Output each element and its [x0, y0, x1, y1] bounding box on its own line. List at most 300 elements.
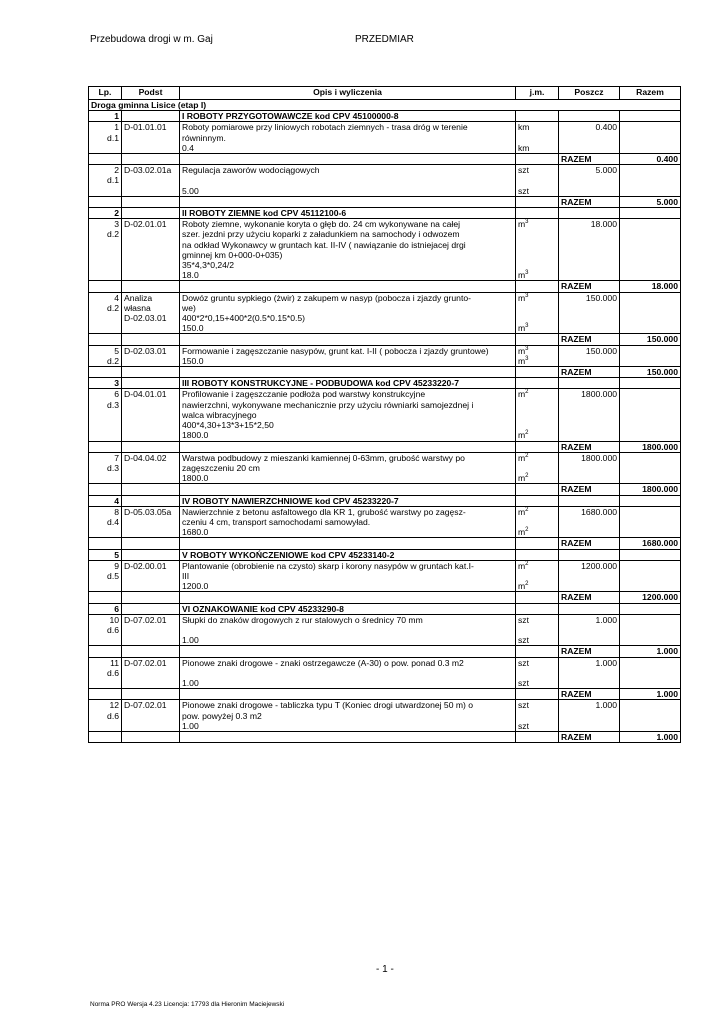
item-razem-empty — [620, 452, 681, 484]
unit: $m^3$ — [518, 219, 529, 230]
section-jm-empty — [516, 111, 559, 122]
item-lp-number: 4 — [114, 292, 119, 303]
razem-empty-cell — [122, 281, 180, 292]
razem-empty-cell — [516, 731, 559, 742]
razem-row — [89, 689, 681, 700]
calculation-line: 1680.0 — [182, 527, 209, 538]
razem-value: 5.000 — [620, 196, 681, 207]
item-podst-code: D-01.01.01 — [124, 122, 167, 133]
section-razem-empty — [620, 603, 681, 614]
table-body — [89, 100, 681, 743]
razem-label: RAZEM — [559, 592, 620, 603]
razem-label: RAZEM — [559, 367, 620, 378]
calculation-line: 150.0 — [182, 323, 204, 334]
item-row — [89, 389, 681, 441]
item-razem-empty — [620, 292, 681, 334]
section-jm-empty — [516, 603, 559, 614]
item-row — [89, 345, 681, 366]
calculation-line: 1800.0 — [182, 430, 209, 441]
calculation-line: 35*4,3*0,24/2 — [182, 260, 235, 271]
unit: $m^3$ — [518, 355, 529, 366]
item-unit — [516, 614, 559, 646]
item-row — [89, 506, 681, 538]
item-lp-ref: d.6 — [107, 710, 119, 721]
razem-label: RAZEM — [559, 646, 620, 657]
description-line — [182, 175, 513, 185]
item-row — [89, 560, 681, 592]
description-line: Profilowanie i zagęszczanie podłoża pod warstwy konstrukcyjne — [182, 389, 426, 400]
item-unit — [516, 389, 559, 441]
razem-row — [89, 334, 681, 345]
razem-value: 1.000 — [620, 689, 681, 700]
razem-empty-cell — [89, 592, 122, 603]
calculation-line: 5.00 — [182, 185, 199, 196]
item-description — [180, 165, 516, 197]
section-poszcz-empty — [559, 111, 620, 122]
description-line: gminnej km 0+000-0+035) — [182, 249, 283, 260]
item-unit — [516, 165, 559, 197]
item-podst — [122, 452, 180, 484]
unit: szt — [518, 677, 529, 688]
section-podst-empty — [122, 208, 180, 219]
section-podst-empty — [122, 111, 180, 122]
section-row — [89, 111, 681, 122]
razem-empty-cell — [516, 646, 559, 657]
section-title: II ROBOTY ZIEMNE kod CPV 45112100-6 — [180, 208, 516, 219]
section-podst-empty — [122, 495, 180, 506]
item-lp-number: 10 — [109, 614, 119, 625]
item-razem-empty — [620, 657, 681, 689]
razem-label: RAZEM — [559, 154, 620, 165]
section-number: 3 — [89, 378, 122, 389]
section-razem-empty — [620, 549, 681, 560]
section-podst-empty — [122, 603, 180, 614]
item-unit — [516, 506, 559, 538]
item-lp-ref: d.6 — [107, 667, 119, 678]
description-line: pow. powyżej 0.3 m2 — [182, 710, 262, 721]
section-poszcz-empty — [559, 208, 620, 219]
razem-value: 0.400 — [620, 154, 681, 165]
section-jm-empty — [516, 549, 559, 560]
razem-value: 1680.000 — [620, 538, 681, 549]
calculation-line: 1.00 — [182, 720, 199, 731]
razem-empty-cell — [516, 441, 559, 452]
razem-empty-cell — [122, 367, 180, 378]
unit: $m^2$ — [518, 452, 529, 463]
razem-empty-cell — [89, 646, 122, 657]
document-project-title: Przebudowa drogi w m. Gaj — [90, 34, 213, 45]
column-header-lp: Lp. — [89, 87, 122, 100]
item-razem-empty — [620, 560, 681, 592]
item-row — [89, 165, 681, 197]
description-line: Plantowanie (obrobienie na czysto) skarp i korony nasypów w gruntach kat.I- — [182, 560, 474, 571]
razem-empty-cell — [516, 334, 559, 345]
item-razem-empty — [620, 345, 681, 366]
item-razem-empty — [620, 700, 681, 732]
section-podst-empty — [122, 378, 180, 389]
razem-row — [89, 281, 681, 292]
razem-empty-cell — [89, 441, 122, 452]
razem-empty-cell — [516, 538, 559, 549]
razem-empty-cell — [122, 646, 180, 657]
razem-empty-cell — [180, 367, 516, 378]
item-row — [89, 657, 681, 689]
unit: $m^2$ — [518, 527, 529, 538]
razem-empty-cell — [516, 592, 559, 603]
item-lp — [89, 165, 122, 197]
razem-label: RAZEM — [559, 731, 620, 742]
description-line: III — [182, 570, 190, 581]
razem-empty-cell — [89, 484, 122, 495]
calculation-line: 0.4 — [182, 142, 194, 153]
section-razem-empty — [620, 495, 681, 506]
razem-empty-cell — [516, 367, 559, 378]
razem-empty-cell — [516, 281, 559, 292]
razem-empty-cell — [180, 731, 516, 742]
group-title-row — [89, 100, 681, 111]
item-unit — [516, 292, 559, 334]
item-unit — [516, 560, 559, 592]
calculation-line: 400*4,30+13*3+15*2,50 — [182, 420, 274, 431]
item-lp-number: 1 — [114, 122, 119, 133]
razem-empty-cell — [122, 731, 180, 742]
item-podst-code: D-07.02.01 — [124, 657, 167, 668]
description-line: Pionowe znaki drogowe - znaki ostrzegawcze (A-30) o pow. ponad 0.3 m2 — [182, 657, 464, 668]
razem-value: 1.000 — [620, 646, 681, 657]
description-line: we) — [182, 302, 196, 313]
item-row — [89, 700, 681, 732]
section-jm-empty — [516, 495, 559, 506]
item-description — [180, 506, 516, 538]
unit: szt — [518, 700, 529, 711]
item-lp-number: 5 — [114, 345, 119, 356]
item-razem-empty — [620, 506, 681, 538]
table-header-row — [89, 87, 681, 100]
item-lp — [89, 657, 122, 689]
section-number: 2 — [89, 208, 122, 219]
section-poszcz-empty — [559, 378, 620, 389]
item-description — [180, 292, 516, 334]
item-podst-code: D-02.00.01 — [124, 560, 167, 571]
description-line: nawierzchni, wykonywane mechanicznie przy użyciu równiarki samojezdnej i — [182, 399, 474, 410]
razem-empty-cell — [89, 281, 122, 292]
item-description — [180, 700, 516, 732]
unit: $m^2$ — [518, 506, 529, 517]
item-lp-number: 11 — [110, 657, 119, 668]
description-line: równinnym. — [182, 132, 226, 143]
section-row — [89, 208, 681, 219]
section-number: 4 — [89, 495, 122, 506]
unit: $m^3$ — [518, 270, 529, 281]
razem-empty-cell — [122, 154, 180, 165]
calculation-line: 1800.0 — [182, 473, 209, 484]
razem-empty-cell — [180, 484, 516, 495]
section-jm-empty — [516, 208, 559, 219]
item-lp-ref: d.3 — [107, 399, 119, 410]
razem-value: 1200.000 — [620, 592, 681, 603]
razem-empty-cell — [122, 441, 180, 452]
item-description — [180, 560, 516, 592]
razem-row — [89, 646, 681, 657]
razem-value: 1.000 — [620, 731, 681, 742]
razem-empty-cell — [89, 196, 122, 207]
section-row — [89, 378, 681, 389]
unit: szt — [518, 657, 529, 668]
unit: $m^3$ — [518, 292, 529, 303]
item-lp — [89, 122, 122, 154]
item-podst — [122, 560, 180, 592]
section-poszcz-empty — [559, 603, 620, 614]
item-podst — [122, 345, 180, 366]
section-number: 6 — [89, 603, 122, 614]
section-razem-empty — [620, 208, 681, 219]
razem-empty-cell — [180, 646, 516, 657]
item-unit — [516, 700, 559, 732]
razem-empty-cell — [180, 441, 516, 452]
item-lp — [89, 452, 122, 484]
item-lp — [89, 700, 122, 732]
razem-empty-cell — [180, 689, 516, 700]
section-number: 1 — [89, 111, 122, 122]
item-row — [89, 614, 681, 646]
unit: szt — [518, 165, 529, 176]
razem-label: RAZEM — [559, 689, 620, 700]
calculation-line: 1.00 — [182, 635, 199, 646]
item-podst-code: Analiza — [124, 292, 153, 303]
unit: szt — [518, 635, 529, 646]
unit: $m^3$ — [518, 345, 529, 356]
section-row — [89, 549, 681, 560]
item-description — [180, 389, 516, 441]
item-podst — [122, 506, 180, 538]
item-lp — [89, 560, 122, 592]
item-lp-ref: d.1 — [107, 175, 119, 186]
description-line: czeniu 4 cm, transport samochodami samowyład. — [182, 516, 371, 527]
item-unit — [516, 219, 559, 281]
unit: $m^3$ — [518, 323, 529, 334]
item-quantity: 1.000 — [559, 700, 620, 732]
item-podst-code: D-05.03.05a — [124, 506, 172, 517]
razem-value: 150.000 — [620, 334, 681, 345]
calculation-line: 1200.0 — [182, 581, 209, 592]
section-number: 5 — [89, 549, 122, 560]
section-podst-empty — [122, 549, 180, 560]
item-lp — [89, 219, 122, 281]
item-lp-ref: d.2 — [107, 355, 119, 366]
razem-empty-cell — [516, 484, 559, 495]
item-unit — [516, 345, 559, 366]
item-podst-line3: D-02.03.01 — [124, 313, 167, 324]
razem-label: RAZEM — [559, 196, 620, 207]
item-podst — [122, 122, 180, 154]
razem-empty-cell — [89, 367, 122, 378]
item-description — [180, 657, 516, 689]
document-type-title: PRZEDMIAR — [355, 34, 414, 45]
item-podst-code: D-07.02.01 — [124, 614, 167, 625]
column-header-opis: Opis i wyliczenia — [180, 87, 516, 100]
razem-empty-cell — [89, 538, 122, 549]
unit: szt — [518, 720, 529, 731]
item-podst-code: D-03.02.01a — [124, 165, 172, 176]
item-lp-ref: d.2 — [107, 229, 119, 240]
description-line: zagęszczeniu 20 cm — [182, 462, 260, 473]
razem-row — [89, 592, 681, 603]
unit: km — [518, 122, 530, 133]
item-podst-code: D-02.01.01 — [124, 219, 167, 230]
item-quantity: 18.000 — [559, 219, 620, 281]
razem-label: RAZEM — [559, 441, 620, 452]
item-lp — [89, 506, 122, 538]
razem-empty-cell — [180, 154, 516, 165]
razem-value: 1800.000 — [620, 484, 681, 495]
calculation-line: 150.0 — [182, 355, 204, 366]
razem-empty-cell — [122, 592, 180, 603]
item-quantity: 150.000 — [559, 292, 620, 334]
description-line: walca wibracyjnego — [182, 409, 257, 420]
item-quantity: 5.000 — [559, 165, 620, 197]
item-description — [180, 345, 516, 366]
item-quantity: 1680.000 — [559, 506, 620, 538]
description-line: Formowanie i zagęszczanie nasypów, grunt kat. I-II ( pobocza i zjazdy gruntowe) — [182, 345, 489, 356]
item-quantity: 0.400 — [559, 122, 620, 154]
section-razem-empty — [620, 378, 681, 389]
razem-row — [89, 484, 681, 495]
razem-empty-cell — [89, 334, 122, 345]
item-lp — [89, 292, 122, 334]
section-razem-empty — [620, 111, 681, 122]
razem-row — [89, 538, 681, 549]
description-line: Roboty ziemne, wykonanie koryta o głęb do. 24 cm wykonywane na całej — [182, 219, 461, 230]
item-podst-line2: własna — [124, 302, 151, 313]
razem-empty-cell — [180, 281, 516, 292]
column-header-podst: Podst — [122, 87, 180, 100]
item-lp-number: 2 — [114, 165, 119, 176]
unit: $m^2$ — [518, 389, 529, 400]
razem-empty-cell — [122, 196, 180, 207]
item-podst — [122, 657, 180, 689]
section-row — [89, 603, 681, 614]
razem-row — [89, 196, 681, 207]
item-lp — [89, 614, 122, 646]
razem-row — [89, 154, 681, 165]
item-unit — [516, 452, 559, 484]
razem-value: 150.000 — [620, 367, 681, 378]
item-podst — [122, 292, 180, 334]
item-podst — [122, 165, 180, 197]
unit: $m^2$ — [518, 581, 529, 592]
item-razem-empty — [620, 389, 681, 441]
item-podst-code: D-04.04.02 — [124, 452, 167, 463]
item-quantity: 1200.000 — [559, 560, 620, 592]
razem-empty-cell — [516, 196, 559, 207]
razem-row — [89, 731, 681, 742]
section-poszcz-empty — [559, 495, 620, 506]
item-description — [180, 219, 516, 281]
item-lp-ref: d.2 — [107, 302, 119, 313]
page-number: - 1 - — [376, 964, 394, 975]
license-footer: Norma PRO Wersja 4.23 Licencja: 17793 dla Hieronim Maciejewski — [90, 1001, 285, 1008]
item-row — [89, 452, 681, 484]
item-podst-code: D-02.03.01 — [124, 345, 167, 356]
item-quantity: 1800.000 — [559, 452, 620, 484]
item-podst — [122, 700, 180, 732]
item-unit — [516, 657, 559, 689]
item-podst — [122, 219, 180, 281]
unit: szt — [518, 185, 529, 196]
razem-empty-cell — [122, 484, 180, 495]
section-title: VI OZNAKOWANIE kod CPV 45233290-8 — [180, 603, 516, 614]
description-line: Nawierzchnie z betonu asfaltowego dla KR 1, grubość warstwy po zagęsz- — [182, 506, 466, 517]
section-title: III ROBOTY KONSTRUKCYJNE - PODBUDOWA kod CPV 45233220-7 — [180, 378, 516, 389]
item-lp — [89, 345, 122, 366]
item-lp-ref: d.3 — [107, 462, 119, 473]
item-podst — [122, 614, 180, 646]
razem-empty-cell — [516, 154, 559, 165]
item-razem-empty — [620, 165, 681, 197]
razem-empty-cell — [89, 731, 122, 742]
razem-empty-cell — [122, 689, 180, 700]
description-line — [182, 668, 513, 678]
section-title: I ROBOTY PRZYGOTOWAWCZE kod CPV 45100000-8 — [180, 111, 516, 122]
calculation-line: 1.00 — [182, 677, 199, 688]
item-description — [180, 122, 516, 154]
item-lp-number: 8 — [114, 506, 119, 517]
description-line: na odkład Wykonawcy w gruntach kat. II-IV ( nawiązanie do istniejacej drgi — [182, 239, 466, 250]
razem-empty-cell — [89, 154, 122, 165]
section-row — [89, 495, 681, 506]
razem-empty-cell — [180, 538, 516, 549]
description-line: Pionowe znaki drogowe - tabliczka typu T (Koniec drogi utwardzonej 50 m) o — [182, 700, 474, 711]
razem-empty-cell — [180, 592, 516, 603]
razem-empty-cell — [180, 334, 516, 345]
item-lp — [89, 389, 122, 441]
razem-empty-cell — [89, 689, 122, 700]
section-jm-empty — [516, 378, 559, 389]
item-description — [180, 452, 516, 484]
item-unit — [516, 122, 559, 154]
item-lp-ref: d.4 — [107, 516, 119, 527]
razem-label: RAZEM — [559, 538, 620, 549]
section-title: V ROBOTY WYKOŃCZENIOWE kod CPV 45233140-2 — [180, 549, 516, 560]
razem-row — [89, 441, 681, 452]
item-podst-code: D-04.01.01 — [124, 389, 167, 400]
razem-row — [89, 367, 681, 378]
item-razem-empty — [620, 219, 681, 281]
item-quantity: 150.000 — [559, 345, 620, 366]
calculation-line: 400*2*0,15+400*2(0.5*0.15*0.5) — [182, 313, 306, 324]
description-line: Dowóz gruntu sypkiego (żwir) z zakupem w nasyp (pobocza i zjazdy grunto- — [182, 292, 471, 303]
item-lp-number: 7 — [114, 452, 119, 463]
item-lp-ref: d.6 — [107, 624, 119, 635]
razem-value: 1800.000 — [620, 441, 681, 452]
item-quantity: 1.000 — [559, 614, 620, 646]
item-row — [89, 122, 681, 154]
razem-empty-cell — [122, 334, 180, 345]
group-title: Droga gminna Lisice (etap I) — [89, 100, 681, 111]
description-line: Regulacja zaworów wodociągowych — [182, 165, 320, 176]
item-row — [89, 219, 681, 281]
item-description — [180, 614, 516, 646]
unit: km — [518, 142, 530, 153]
column-header-poszcz: Poszcz — [559, 87, 620, 100]
section-title: IV ROBOTY NAWIERZCHNIOWE kod CPV 45233220-7 — [180, 495, 516, 506]
column-header-jm: j.m. — [516, 87, 559, 100]
razem-empty-cell — [180, 196, 516, 207]
description-line: szer. jezdni przy użyciu koparki z załadunkiem na samochody i odwozem — [182, 229, 460, 240]
razem-label: RAZEM — [559, 281, 620, 292]
razem-label: RAZEM — [559, 484, 620, 495]
item-lp-ref: d.1 — [107, 132, 119, 143]
